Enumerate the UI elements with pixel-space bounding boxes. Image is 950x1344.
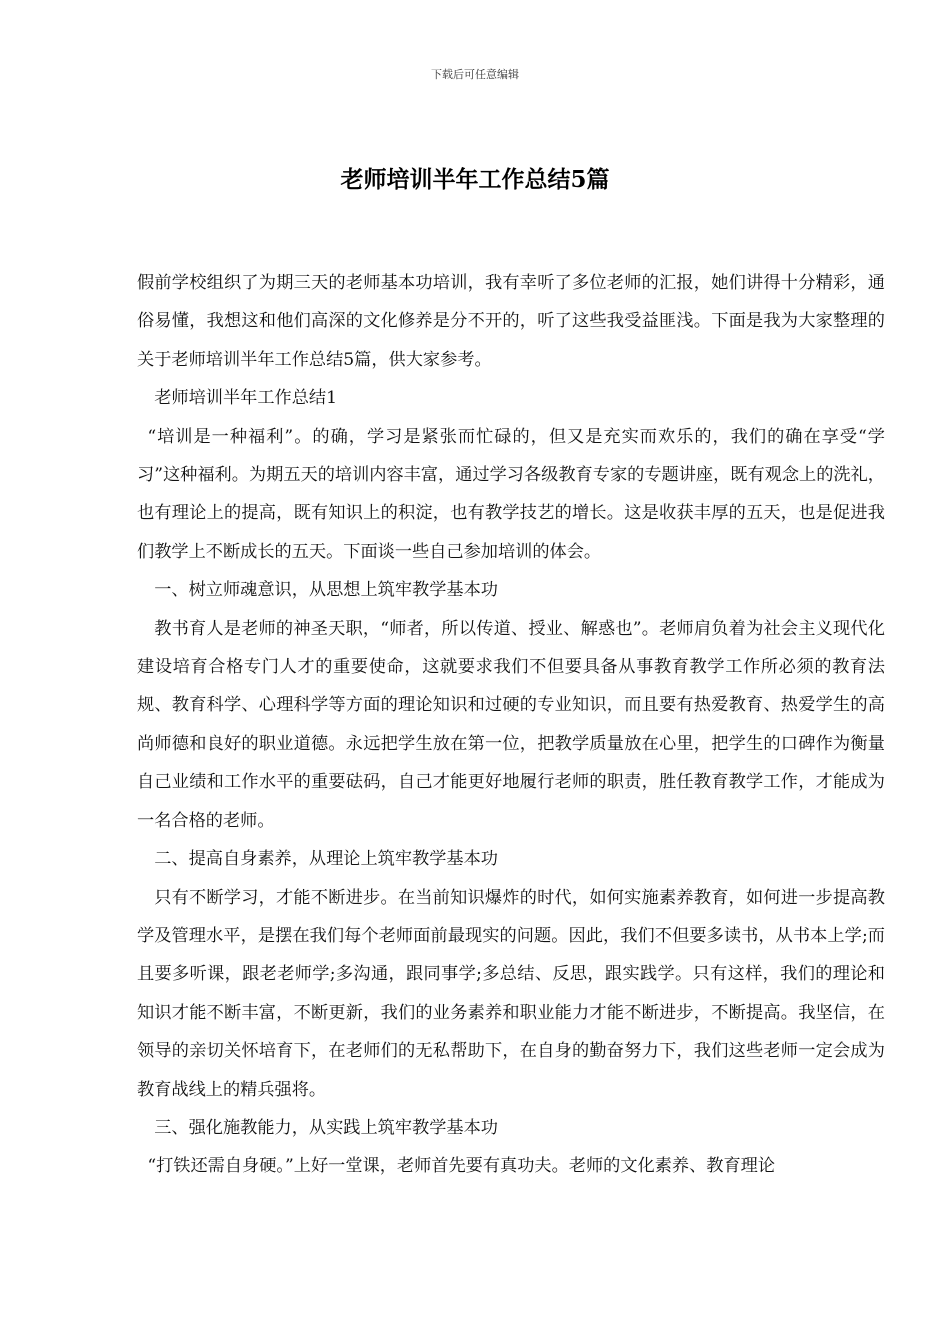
section-heading: 老师培训半年工作总结1 [154, 388, 337, 409]
section-heading: 三、强化施教能力，从实践上筑牢教学基本功 [154, 1117, 498, 1138]
section-heading: 一、树立师魂意识，从思想上筑牢教学基本功 [154, 580, 498, 601]
body-paragraph: 教书育人是老师的神圣天职，“师者，所以传道、授业、解惑也”。老师肩负着为社会主义现代化建设培育合格专门人才的重要使命，这就要求我们不但要具备从事教育教学工作所必须的教育法规、教育科学、心理科学等方面的理论知识和过硬的专业知识，而且要有热爱教育、热爱学生的高尚师德和良好的职业道德。永远把学生放在第一位，把教学质量放在心里，把学生的口碑作为衡量自己业绩和工作水平的重要砝码，自己才能更好地履行老师的职责，胜任教育教学工作，才能成为一名合格的老师。 [137, 618, 885, 831]
body-paragraph: “培训是一种福利”。的确，学习是紧张而忙碌的，但又是充实而欢乐的，我们的确在享受“学习”这种福利。为期五天的培训内容丰富，通过学习各级教育专家的专题讲座，既有观念上的洗礼，也有理论上的提高，既有知识上的积淀，也有教学技艺的增长。这是收获丰厚的五天，也是促进我们教学上不断成长的五天。下面谈一些自己参加培训的体会。 [137, 426, 885, 562]
document-title: 老师培训半年工作总结5篇 [340, 166, 610, 193]
intro-paragraph: 假前学校组织了为期三天的老师基本功培训，我有幸听了多位老师的汇报，她们讲得十分精彩，通俗易懂，我想这和他们高深的文化修养是分不开的，听了这些我受益匪浅。下面是我为大家整理的关于老师培训半年工作总结5篇，供大家参考。 [137, 273, 885, 370]
header-note: 下载后可任意编辑 [431, 68, 519, 81]
body-paragraph: 只有不断学习，才能不断进步。在当前知识爆炸的时代，如何实施素养教育，如何进一步提高教学及管理水平，是摆在我们每个老师面前最现实的问题。因此，我们不但要多读书，从书本上学;而且要多听课，跟老老师学;多沟通，跟同事学;多总结、反思，跟实践学。只有这样，我们的理论和知识才能不断丰富，不断更新，我们的业务素养和职业能力才能不断进步，不断提高。我坚信，在领导的亲切关怀培育下，在老师们的无私帮助下，在自身的勤奋努力下，我们这些老师一定会成为教育战线上的精兵强将。 [137, 887, 885, 1100]
document-body [137, 264, 885, 1186]
body-paragraph: “打铁还需自身硬。”上好一堂课，老师首先要有真功夫。老师的文化素养、教育理论 [147, 1156, 776, 1177]
section-heading: 二、提高自身素养，从理论上筑牢教学基本功 [154, 849, 498, 870]
